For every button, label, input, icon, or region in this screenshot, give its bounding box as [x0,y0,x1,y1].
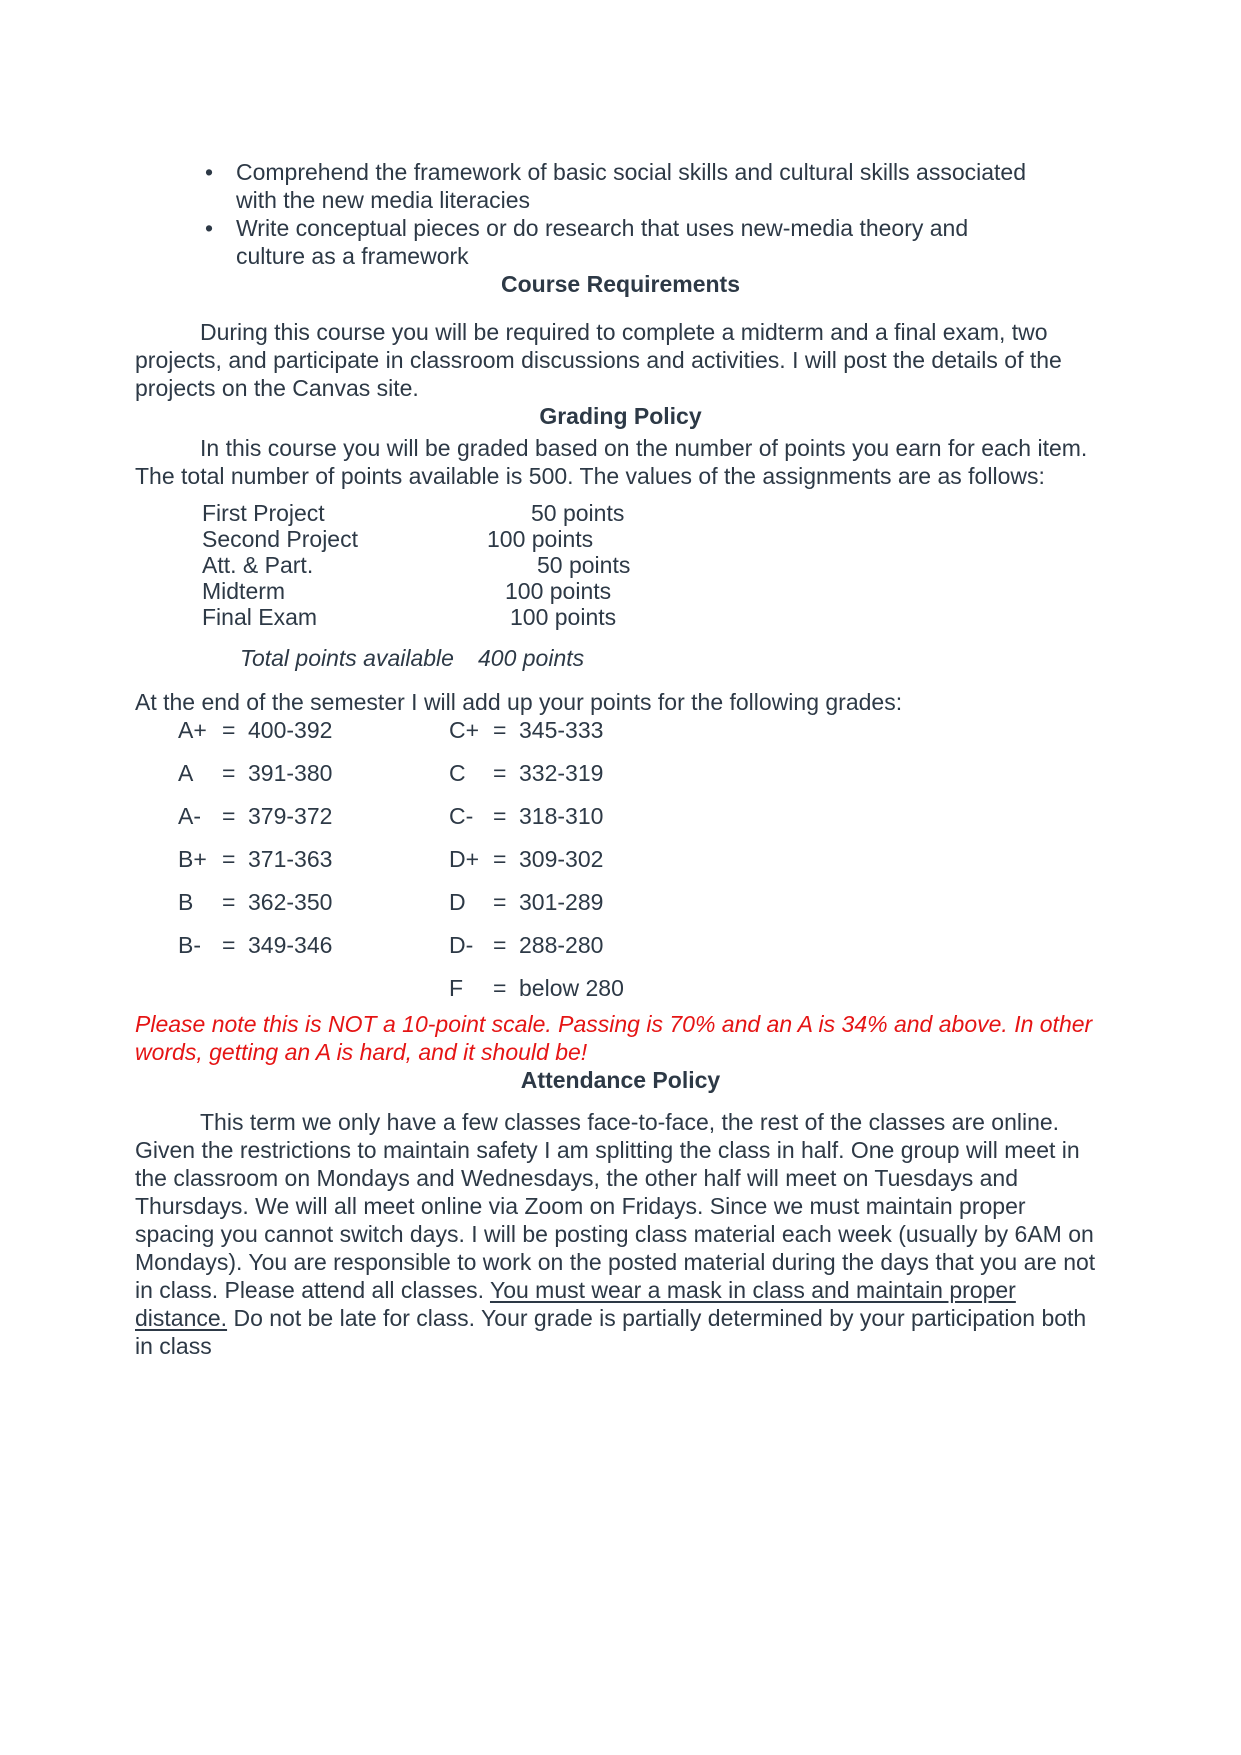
equals-sign [222,974,248,1002]
grade-letter [178,974,222,1002]
equals-sign: = [222,932,236,958]
points-row [202,500,1106,526]
attendance-policy-heading: Attendance Policy [520,1067,721,1093]
grade-row [135,802,1106,830]
points-item-label: Final Exam [202,604,318,630]
points-row [202,604,1106,630]
grade-range: 318-310 [519,803,604,829]
equals-sign: = [493,889,507,915]
points-item-label: Att. & Part. [202,552,314,578]
grade-range: 345-333 [519,717,604,743]
grading-scale-warning-note: Please note this is NOT a 10-point scale. Passing is 70% and an A is 34% and above. In other words, getting an A is hard, and it should be! [135,1011,1093,1065]
grade-letter: C- [449,803,474,829]
grades-intro-paragraph: At the end of the semester I will add up your points for the following grades: [135,689,903,715]
grade-scale-grid [135,716,1106,1002]
grade-range: 400-392 [248,717,333,743]
grade-letter: B- [178,932,201,958]
grade-range: 362-350 [248,889,333,915]
equals-sign: = [222,846,236,872]
grade-row [135,931,1106,959]
grade-letter: C [449,760,466,786]
grade-letter: D [449,889,466,915]
total-points-label: Total points available [240,645,454,671]
equals-sign: = [493,932,507,958]
points-list [135,500,1106,630]
total-points-value: 400 points [478,645,585,671]
attendance-policy-paragraph [135,1108,1106,1360]
grade-row [135,759,1106,787]
grade-range: 309-302 [519,846,604,872]
grade-range: 391-380 [248,760,333,786]
course-requirements-paragraph: During this course you will be required to complete a midterm and a final exam, two projects, and participate in classroom discussions and activities. I will post the details of the projects on the Canvas site. [135,319,1062,401]
attendance-text-after: Do not be late for class. Your grade is partially determined by your participation both in class [135,1305,1087,1359]
equals-sign: = [493,846,507,872]
points-item-label: First Project [202,500,325,526]
attendance-mask-rule-underlined: You must wear a mask in class and maintain proper distance. [135,1277,1016,1331]
equals-sign: = [493,975,507,1001]
total-points-line [240,644,1106,672]
course-objectives-list [135,158,1106,270]
points-item-value: 50 points [531,500,625,526]
grade-range: 349-346 [248,932,333,958]
equals-sign: = [493,717,507,743]
equals-sign: = [222,717,236,743]
points-item-value: 100 points [510,604,617,630]
attendance-text-before: This term we only have a few classes face-to-face, the rest of the classes are online. Given the restrictions to maintain safety I am splitting the class in half. One group will meet in the classroom on Mondays and Wednesdays, the other half will meet on Tuesdays and Thursdays. We will all meet online via Zoom on Fridays. Since we must maintain proper spacing you cannot switch days. I will be posting class material each week (usually by 6AM on Mondays). You are responsible to work on the posted material during the days that you are not in class. Please attend all classes. [135,1109,1096,1303]
grading-policy-heading: Grading Policy [539,403,702,429]
equals-sign: = [493,803,507,829]
grade-range: below 280 [519,975,624,1001]
grade-letter: A [178,760,194,786]
points-row [202,526,1106,552]
equals-sign: = [222,889,236,915]
points-item-label: Midterm [202,578,286,604]
objective-item: • Write conceptual pieces or do research that uses new-media theory and culture as a framework [135,214,1036,270]
grade-row [135,716,1106,744]
grade-range: 379-372 [248,803,333,829]
points-item-value: 100 points [505,578,612,604]
grade-letter: B+ [178,846,207,872]
points-row [202,552,1106,578]
grade-range: 332-319 [519,760,604,786]
points-row [202,578,1106,604]
grade-row [135,888,1106,916]
grade-letter: D+ [449,846,480,872]
grade-letter: D- [449,932,474,958]
objective-item: • Comprehend the framework of basic social skills and cultural skills associated with the new media literacies [135,158,1036,214]
equals-sign: = [493,760,507,786]
equals-sign: = [222,760,236,786]
grade-range: 301-289 [519,889,604,915]
grading-policy-paragraph: In this course you will be graded based on the number of points you earn for each item. The total number of points available is 500. The values of the assignments are as follows: [135,435,1088,489]
grade-range: 288-280 [519,932,604,958]
grade-letter: F [449,975,464,1001]
grade-letter: B [178,889,194,915]
equals-sign: = [222,803,236,829]
grade-letter: A- [178,803,201,829]
grade-letter: A+ [178,717,207,743]
grade-row [135,845,1106,873]
points-item-label: Second Project [202,526,358,552]
grade-letter: C+ [449,717,480,743]
points-item-value: 100 points [487,526,594,552]
course-requirements-heading: Course Requirements [500,271,740,297]
points-item-value: 50 points [537,552,631,578]
grade-row [135,974,1106,1002]
grade-range: 371-363 [248,846,333,872]
